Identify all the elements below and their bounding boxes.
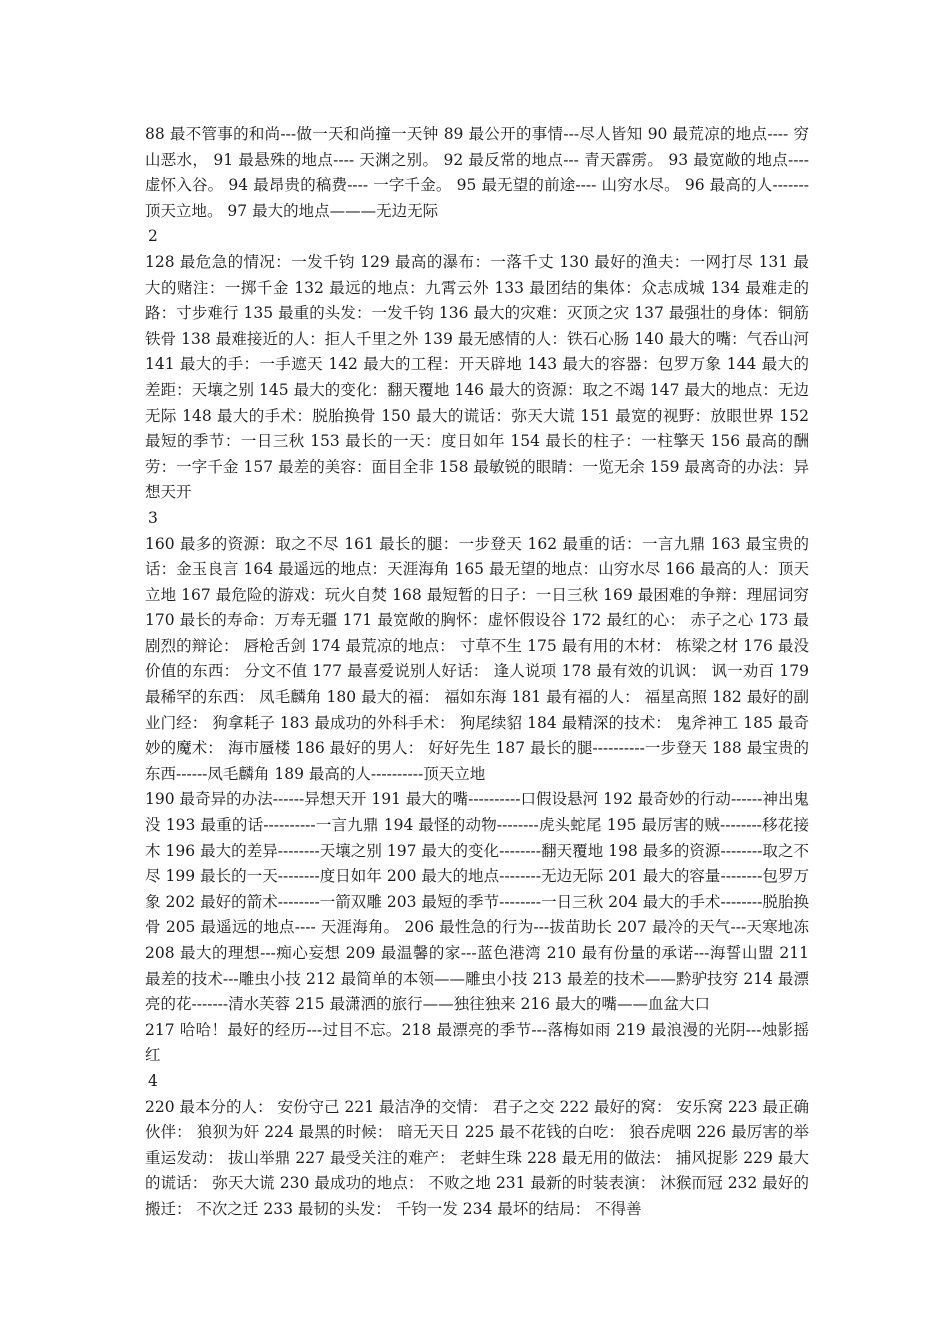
paragraph-160-189: 160 最多的资源：取之不尽 161 最长的腿：一步登天 162 最重的话：一言九鼎 163 最宝贵的话：金玉良言 164 最遥远的地点：天涯海角 165 最无望的地点：山穷水尽 166 最高的人：顶天立地 167 最危险的游戏：玩火自焚 168 最短暂的日子：一日三秋 169 最困难的争辩：理屈词穷 170 最长的寿命：万寿无疆 171 最宽敞的胸怀：虚怀假设谷 172 最红的心： 赤子之心 173 最剧烈的辩论： 唇枪舌剑 174 最荒凉的地点： 寸草不生 175 最有用的木材： 栋梁之材 176 最没价值的东西： 分文不值 177 最喜爱说别人好话： 逢人说项 178 最有效的讥讽： 讽一劝百 179 最稀罕的东西： 凤毛麟角 180 最大的福： 福如东海 181 最有福的人： 福星高照 182 最好的副业门经： 狗拿耗子 183 最成功的外科手术： 狗尾续貂 184 最精深的技术： 鬼斧神工 185 最奇妙的魔术： 海市蜃楼 186 最好的男人： 好好先生 187 最长的腿----------一步登天 188 最宝贵的东西------凤毛麟角 189 最高的人----------顶天立地: [145, 534, 809, 783]
paragraph-88-97: 88 最不管事的和尚---做一天和尚撞一天钟 89 最公开的事情---尽人皆知 90 最荒凉的地点---- 穷山恶水， 91 最悬殊的地点---- 天渊之别。 92 最反常的地点--- 青天霹雳。 93 最宽敞的地点---- 虚怀入谷。 94 最昂贵的稿费---- 一字千金。 95 最无望的前途---- 山穷水尽。 96 最高的人------- 顶天立地。 97 最大的地点———无边无际: [145, 125, 809, 220]
document-page: [145, 122, 809, 1223]
paragraph-190-216: 190 最奇异的办法------异想天开 191 最大的嘴----------口假设悬河 192 最奇妙的行动------神出鬼没 193 最重的话----------一言九鼎 194 最怪的动物--------虎头蛇尾 195 最厉害的贼--------移花接木 196 最大的差异--------天壤之别 197 最大的变化--------翻天覆地 198 最多的资源--------取之不尽 199 最长的一天--------度日如年 200 最大的地点--------无边无际 201 最大的容量--------包罗万象 202 最好的箭术--------一箭双雕 203 最短的季节--------一日三秋 204 最大的手术--------脱胎换骨 205 最遥远的地点---- 天涯海角。 206 最性急的行为---拔苗助长 207 最冷的天气---天寒地冻 208 最大的理想---痴心妄想 209 最温馨的家---蓝色港湾 210 最有份量的承诺---海誓山盟 211 最差的技术---雕虫小技 212 最简单的本领——雕虫小技 213 最差的技术——黔驴技穷 214 最漂亮的花-------清水芙蓉 215 最潇洒的旅行——独往独来 216 最大的嘴——血盆大口: [145, 790, 809, 1014]
section-number-3: 3: [148, 508, 158, 527]
paragraph-220-234: 220 最本分的人： 安份守己 221 最洁净的交情： 君子之交 222 最好的窝： 安乐窝 223 最正确伙伴： 狼狈为奸 224 最黑的时候： 暗无天日 225 最不花钱的白吃： 狼吞虎咽 226 最厉害的举重运发动： 拔山举鼎 227 最受关注的难产： 老蚌生珠 228 最无用的做法： 捕风捉影 229 最大的谎话： 弥天大谎 230 最成功的地点： 不败之地 231 最新的时装表演： 沐猴而冠 232 最好的搬迁： 不次之迁 233 最韧的头发： 千钧一发 234 最坏的结局： 不得善: [145, 1097, 809, 1218]
paragraph-128-159: 128 最危急的情况：一发千钧 129 最高的瀑布：一落千丈 130 最好的渔夫：一网打尽 131 最大的赌注：一掷千金 132 最远的地点：九霄云外 133 最团结的集体：众志成城 134 最难走的路：寸步难行 135 最重的头发：一发千钧 136 最大的灾难：灭顶之灾 137 最强壮的身体：铜筋铁骨 138 最难接近的人：拒人千里之外 139 最无感情的人：铁石心肠 140 最大的嘴：气吞山河 141 最大的手：一手遮天 142 最大的工程：开天辟地 143 最大的容器：包罗万象 144 最大的差距：天壤之别 145 最大的变化：翻天覆地 146 最大的资源：取之不竭 147 最大的地点：无边无际 148 最大的手术：脱胎换骨 150 最大的谎话：弥天大谎 151 最宽的视野：放眼世界 152 最短的季节：一日三秋 153 最长的一天：度日如年 154 最长的柱子：一柱擎天 156 最高的酬劳：一字千金 157 最差的美容：面目全非 158 最敏锐的眼睛：一览无余 159 最离奇的办法：异想天开: [145, 252, 809, 502]
paragraph-217-219: 217 哈哈！最好的经历---过目不忘。218 最漂亮的季节---落梅如雨 219 最浪漫的光阴---烛影摇红: [145, 1020, 809, 1065]
section-number-4: 4: [148, 1071, 158, 1090]
section-number-2: 2: [148, 227, 158, 246]
